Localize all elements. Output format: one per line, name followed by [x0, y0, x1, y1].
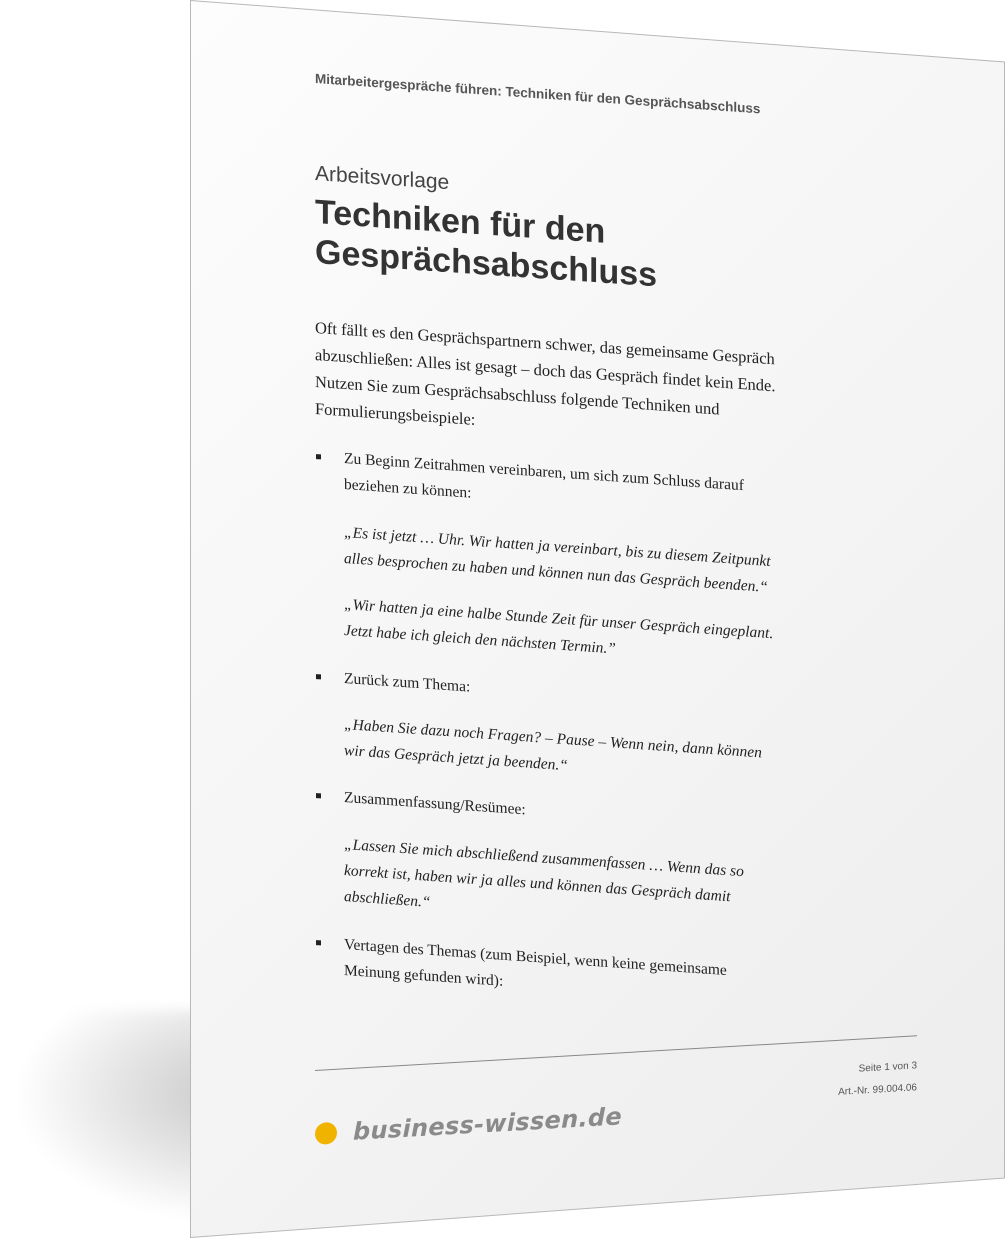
footer-meta	[838, 1055, 917, 1104]
bullet-icon	[316, 674, 321, 679]
document-kicker: Arbeitsvorlage	[315, 162, 450, 195]
brand-name: business-wissen.de	[353, 1102, 622, 1146]
bullet-icon	[316, 793, 321, 798]
example-quote: „Lassen Sie mich abschließend zusammenfassen … Wenn das so korrekt ist, haben wir ja alles und können das Gespräch damit abschließen.“	[344, 835, 744, 911]
bullet-icon	[316, 940, 321, 945]
page-content	[315, 60, 925, 1024]
article-number: Art.-Nr. 99.004.06	[838, 1082, 917, 1098]
document-title: Techniken für den Gesprächsabschluss	[315, 193, 658, 295]
list-item	[315, 664, 925, 804]
example-quote: „Wir hatten ja eine halbe Stunde Zeit für unser Gespräch eingeplant. Jetzt habe ich gleich den nächsten Termin.”	[344, 595, 774, 658]
list-item	[315, 783, 925, 950]
list-item	[315, 444, 925, 684]
brand-dot-icon	[315, 1122, 337, 1145]
intro-paragraph: Oft fällt es den Gesprächspartnern schwer, das gemeinsame Gespräch abzuschließen: Alles ist gesagt – doch das Gespräch findet kein Ende. Nutzen Sie zum Gesprächsabschluss folgende Techniken und Formulierungsbeispiele:	[315, 318, 776, 429]
page-number: Seite 1 von 3	[858, 1060, 917, 1075]
technique-list	[315, 444, 925, 1024]
bullet-icon	[316, 454, 321, 459]
example-quote: „Es ist jetzt … Uhr. Wir hatten ja vereinbart, bis zu diesem Zeitpunkt alles besprochen zu haben und können nun das Gespräch beenden.“	[344, 523, 771, 596]
list-item-text: Zurück zum Thema:	[344, 669, 471, 696]
list-item-text: Vertagen des Themas (zum Beispiel, wenn keine gemeinsame Meinung gefunden wird):	[344, 935, 727, 990]
running-head: Mitarbeitergespräche führen: Techniken für den Gesprächsabschluss	[315, 71, 761, 117]
list-item-text: Zusammenfassung/Resümee:	[344, 788, 526, 819]
list-item-text: Zu Beginn Zeitrahmen vereinbaren, um sich zum Schluss darauf beziehen zu können:	[344, 449, 744, 502]
example-quote: „Haben Sie dazu noch Fragen? – Pause – Wenn nein, dann können wir das Gespräch jetzt ja beenden.“	[344, 715, 762, 775]
